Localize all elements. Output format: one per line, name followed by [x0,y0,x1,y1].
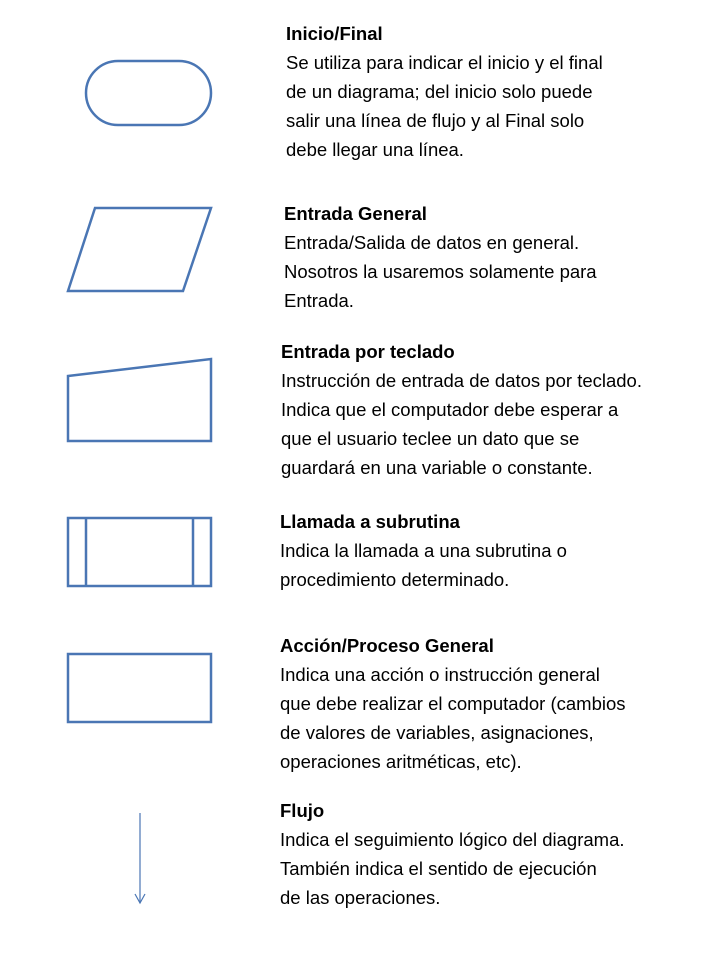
entry-flujo [280,796,625,912]
entry-line: Indica la llamada a una subrutina o [280,540,567,561]
entry-line: Se utiliza para indicar el inicio y el final [286,52,603,73]
entry-line: Entrada/Salida de datos en general. [284,232,580,253]
entry-subrutina [280,507,567,594]
entry-line: debe llegar una línea. [286,139,464,160]
entry-line: guardará en una variable o constante. [281,457,593,478]
entry-proceso-general [280,631,626,776]
process-shape [68,654,211,722]
entry-line: de un diagrama; del inicio solo puede [286,81,593,102]
entry-title: Entrada General [284,203,427,224]
entry-line: procedimiento determinado. [280,569,510,590]
entry-line: Instrucción de entrada de datos por teclado. [281,370,642,391]
entry-line: Indica que el computador debe esperar a [281,399,619,420]
terminal-shape [86,61,211,125]
entry-line: Entrada. [284,290,354,311]
entry-inicio-final [286,19,603,164]
entry-line: También indica el sentido de ejecución [280,858,597,879]
subroutine-shape [68,518,211,586]
entry-title: Entrada por teclado [281,341,455,362]
entry-line: de valores de variables, asignaciones, [280,722,594,743]
entry-line: operaciones aritméticas, etc). [280,751,522,772]
entry-line: Nosotros la usaremos solamente para [284,261,597,282]
entry-title: Flujo [280,800,325,821]
entry-title: Llamada a subrutina [280,511,460,532]
flow-arrow-shape [135,813,145,903]
entry-title: Acción/Proceso General [280,635,494,656]
entry-entrada-general [284,199,597,315]
entry-entrada-teclado [281,337,642,482]
entry-line: Indica una acción o instrucción general [280,664,600,685]
manual-input-shape [68,359,211,441]
entry-line: que el usuario teclee un dato que se [281,428,580,449]
parallelogram-shape [68,208,211,291]
entry-title: Inicio/Final [286,23,383,44]
entry-line: de las operaciones. [280,887,441,908]
entry-line: salir una línea de flujo y al Final solo [286,110,585,131]
entry-line: que debe realizar el computador (cambios [280,693,626,714]
entry-line: Indica el seguimiento lógico del diagrama. [280,829,625,850]
